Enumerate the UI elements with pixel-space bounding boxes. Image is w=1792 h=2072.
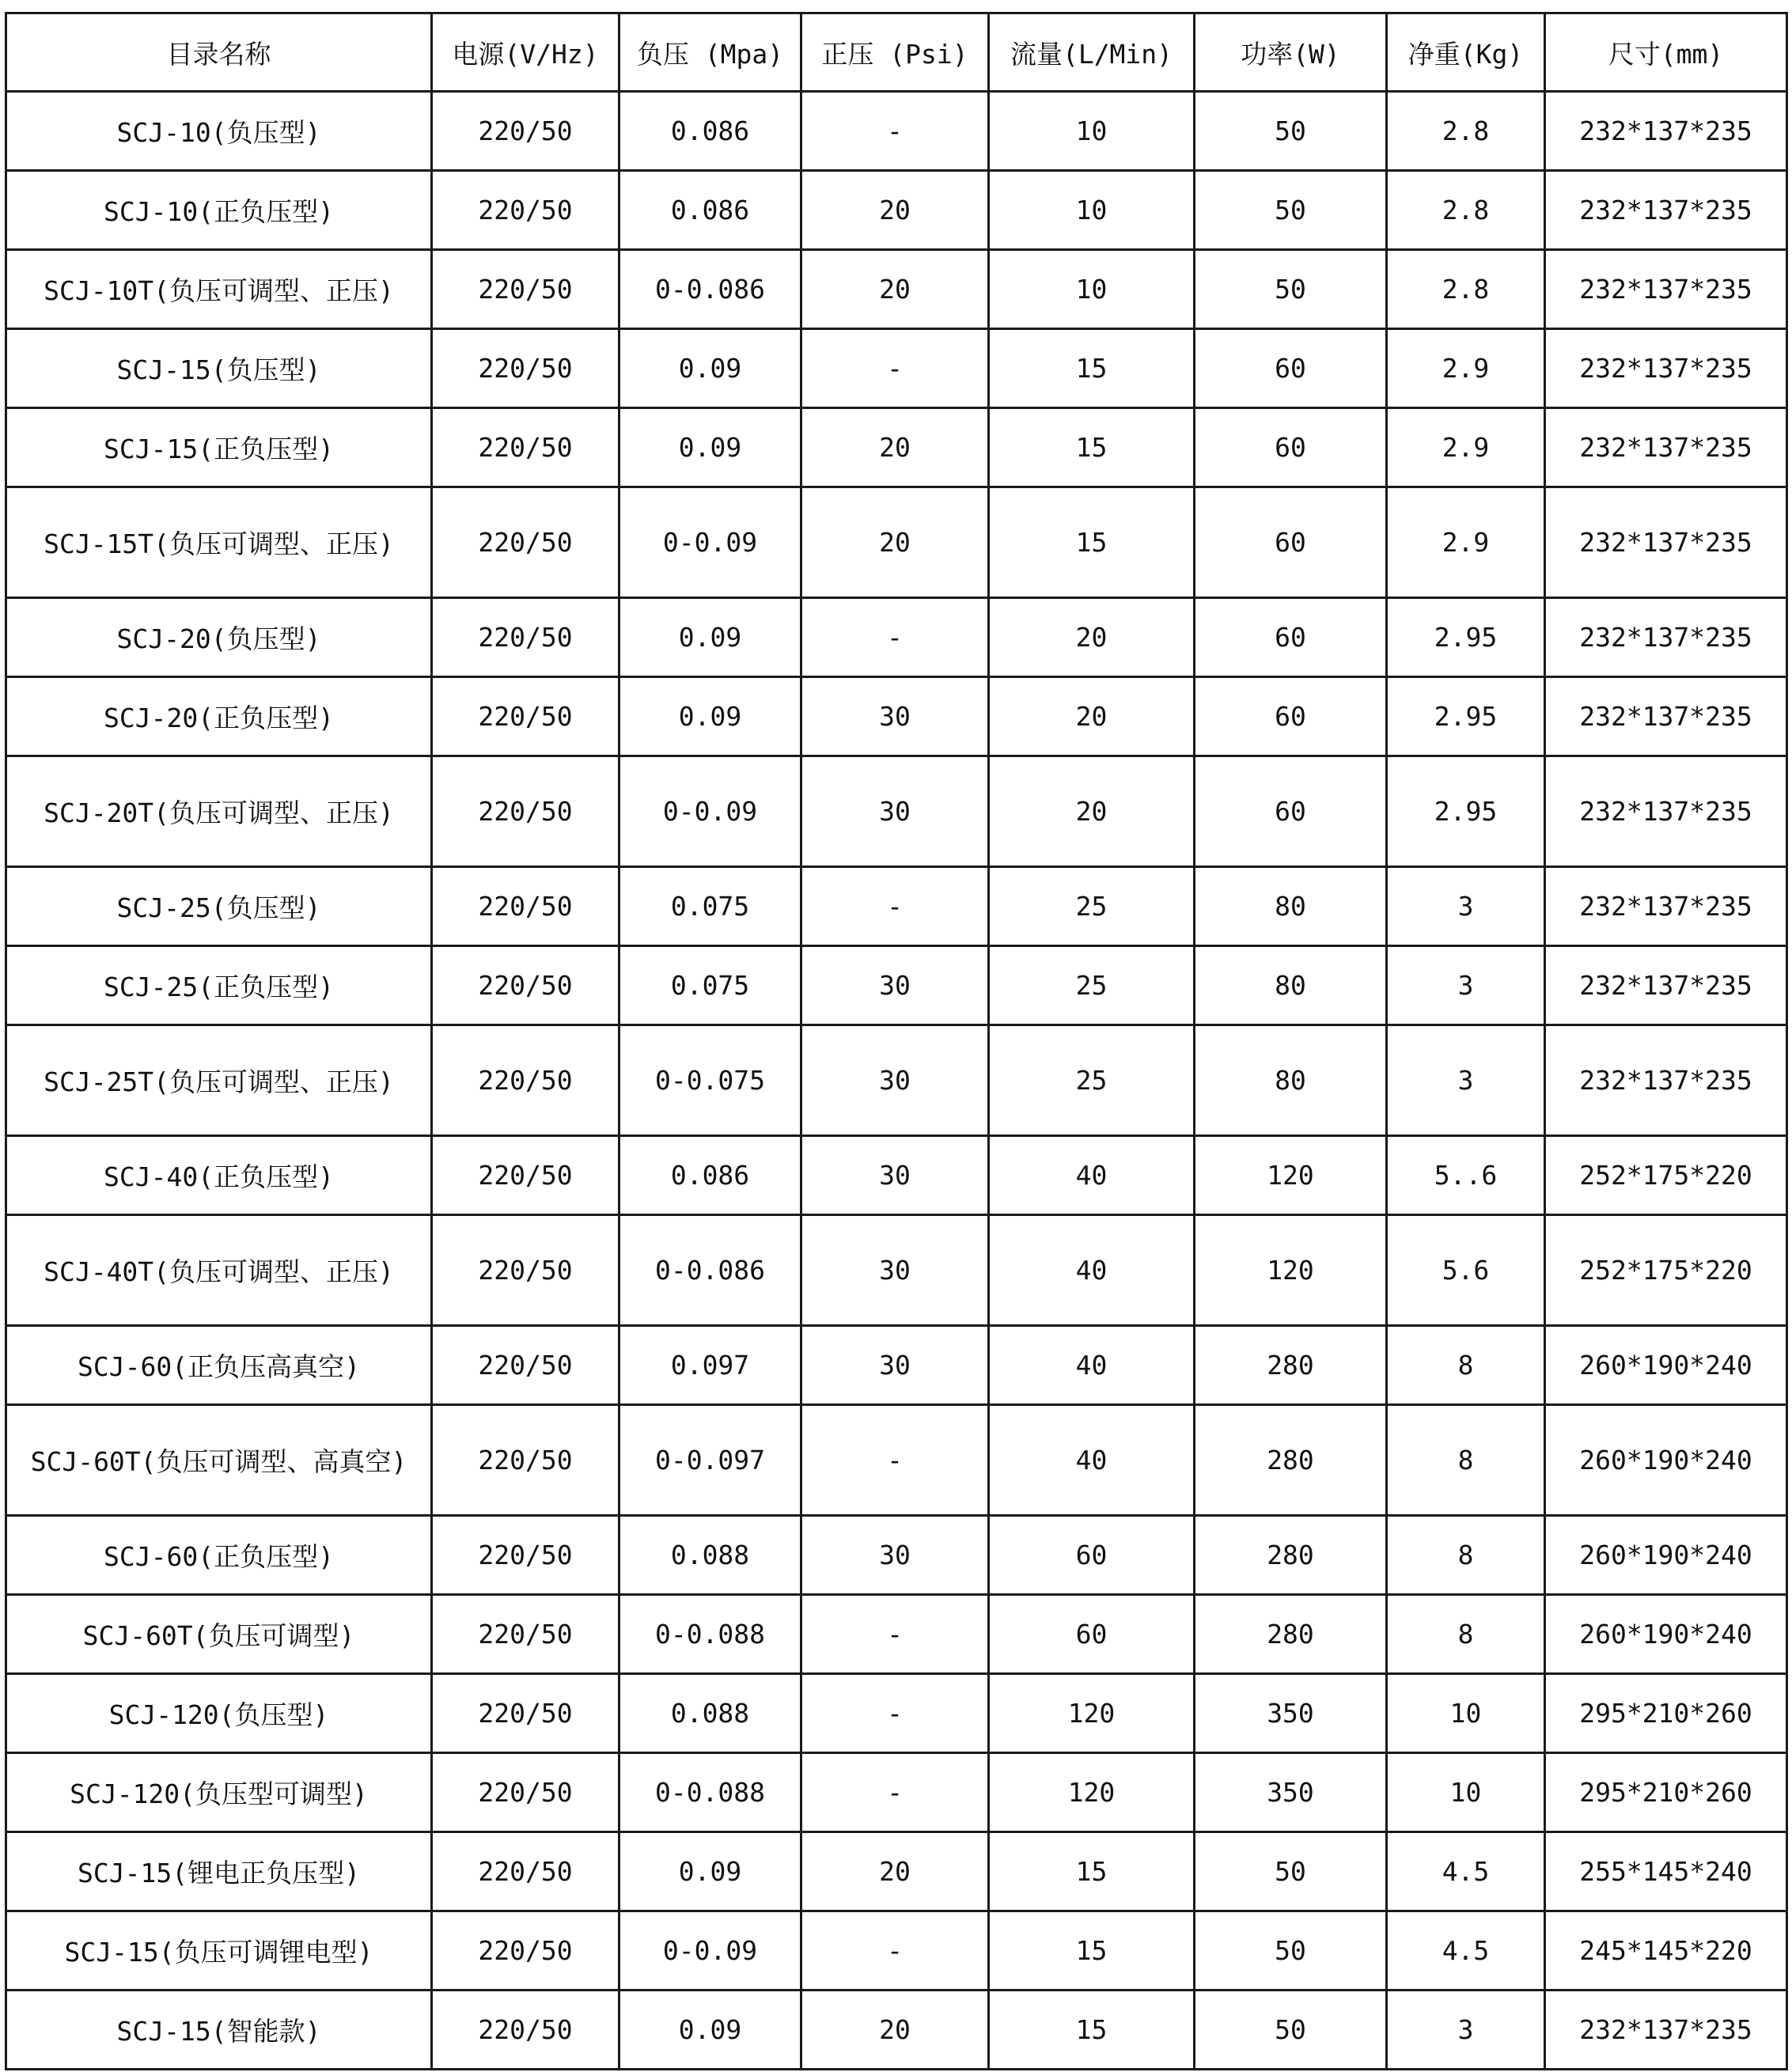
cell-flow: 15 (989, 487, 1195, 598)
cell-flow: 15 (989, 408, 1195, 487)
table-row (6, 946, 1787, 1025)
cell-dimensions: 295*210*260 (1545, 1753, 1787, 1832)
cell-net-weight: 4.5 (1387, 1911, 1545, 1991)
cell-name: SCJ-15(负压可调锂电型) (6, 1911, 432, 1991)
cell-net-weight: 10 (1387, 1753, 1545, 1832)
header-cell-name: 目录名称 (6, 13, 432, 92)
cell-positive-pressure: 30 (801, 1215, 989, 1326)
cell-net-weight: 2.9 (1387, 408, 1545, 487)
cell-power: 60 (1195, 756, 1387, 867)
cell-flow: 60 (989, 1595, 1195, 1674)
cell-positive-pressure: 20 (801, 408, 989, 487)
cell-name: SCJ-40(正负压型) (6, 1136, 432, 1215)
cell-power: 50 (1195, 1991, 1387, 2070)
cell-net-weight: 2.95 (1387, 756, 1545, 867)
table-row (6, 1991, 1787, 2070)
cell-power-supply: 220/50 (432, 250, 619, 329)
cell-negative-pressure: 0.086 (619, 171, 801, 250)
cell-flow: 40 (989, 1405, 1195, 1516)
cell-net-weight: 8 (1387, 1595, 1545, 1674)
cell-name: SCJ-15T(负压可调型、正压) (6, 487, 432, 598)
cell-name: SCJ-20(正负压型) (6, 677, 432, 756)
cell-flow: 40 (989, 1326, 1195, 1405)
cell-power: 350 (1195, 1674, 1387, 1753)
cell-positive-pressure: 30 (801, 756, 989, 867)
cell-name: SCJ-25(正负压型) (6, 946, 432, 1025)
cell-power: 280 (1195, 1326, 1387, 1405)
cell-dimensions: 295*210*260 (1545, 1674, 1787, 1753)
cell-name: SCJ-15(锂电正负压型) (6, 1832, 432, 1911)
cell-name: SCJ-40T(负压可调型、正压) (6, 1215, 432, 1326)
cell-power: 280 (1195, 1595, 1387, 1674)
cell-net-weight: 2.8 (1387, 250, 1545, 329)
cell-power: 50 (1195, 1911, 1387, 1991)
cell-net-weight: 4.5 (1387, 1832, 1545, 1911)
cell-positive-pressure: 30 (801, 1025, 989, 1136)
cell-dimensions: 232*137*235 (1545, 1991, 1787, 2070)
cell-dimensions: 255*145*240 (1545, 1832, 1787, 1911)
cell-net-weight: 8 (1387, 1326, 1545, 1405)
cell-net-weight: 5.6 (1387, 1215, 1545, 1326)
cell-name: SCJ-120(负压型) (6, 1674, 432, 1753)
cell-flow: 15 (989, 1832, 1195, 1911)
cell-name: SCJ-60T(负压可调型、高真空) (6, 1405, 432, 1516)
cell-power-supply: 220/50 (432, 92, 619, 171)
cell-power-supply: 220/50 (432, 1025, 619, 1136)
cell-power-supply: 220/50 (432, 598, 619, 677)
table-row (6, 1674, 1787, 1753)
cell-net-weight: 2.95 (1387, 677, 1545, 756)
header-cell-net-weight: 净重(Kg) (1387, 13, 1545, 92)
cell-power-supply: 220/50 (432, 1326, 619, 1405)
cell-power: 60 (1195, 598, 1387, 677)
cell-net-weight: 3 (1387, 1991, 1545, 2070)
cell-power: 80 (1195, 946, 1387, 1025)
cell-power: 60 (1195, 677, 1387, 756)
cell-name: SCJ-25T(负压可调型、正压) (6, 1025, 432, 1136)
cell-power-supply: 220/50 (432, 1832, 619, 1911)
cell-flow: 15 (989, 1911, 1195, 1991)
cell-negative-pressure: 0-0.075 (619, 1025, 801, 1136)
cell-dimensions: 232*137*235 (1545, 1025, 1787, 1136)
cell-negative-pressure: 0-0.09 (619, 1911, 801, 1991)
cell-positive-pressure: 20 (801, 171, 989, 250)
cell-power: 50 (1195, 250, 1387, 329)
cell-net-weight: 10 (1387, 1674, 1545, 1753)
cell-negative-pressure: 0.075 (619, 946, 801, 1025)
cell-negative-pressure: 0-0.097 (619, 1405, 801, 1516)
cell-power-supply: 220/50 (432, 1595, 619, 1674)
cell-power-supply: 220/50 (432, 946, 619, 1025)
table-row (6, 1326, 1787, 1405)
cell-flow: 10 (989, 92, 1195, 171)
cell-net-weight: 5..6 (1387, 1136, 1545, 1215)
cell-flow: 20 (989, 677, 1195, 756)
cell-net-weight: 2.8 (1387, 92, 1545, 171)
cell-dimensions: 232*137*235 (1545, 867, 1787, 946)
cell-dimensions: 232*137*235 (1545, 487, 1787, 598)
table-row (6, 1595, 1787, 1674)
header-cell-power: 功率(W) (1195, 13, 1387, 92)
cell-positive-pressure: - (801, 867, 989, 946)
table-row (6, 598, 1787, 677)
cell-negative-pressure: 0.086 (619, 1136, 801, 1215)
cell-dimensions: 260*190*240 (1545, 1595, 1787, 1674)
cell-flow: 40 (989, 1136, 1195, 1215)
table-row (6, 92, 1787, 171)
cell-power: 280 (1195, 1405, 1387, 1516)
cell-dimensions: 260*190*240 (1545, 1405, 1787, 1516)
cell-negative-pressure: 0.09 (619, 598, 801, 677)
cell-flow: 10 (989, 250, 1195, 329)
cell-power-supply: 220/50 (432, 1911, 619, 1991)
cell-name: SCJ-60(正负压型) (6, 1516, 432, 1595)
cell-power-supply: 220/50 (432, 756, 619, 867)
spec-table (5, 12, 1788, 2070)
cell-power-supply: 220/50 (432, 329, 619, 408)
cell-negative-pressure: 0.088 (619, 1516, 801, 1595)
cell-name: SCJ-25(负压型) (6, 867, 432, 946)
cell-power: 280 (1195, 1516, 1387, 1595)
cell-dimensions: 232*137*235 (1545, 171, 1787, 250)
cell-flow: 120 (989, 1753, 1195, 1832)
cell-net-weight: 3 (1387, 1025, 1545, 1136)
cell-negative-pressure: 0.075 (619, 867, 801, 946)
table-row (6, 756, 1787, 867)
cell-dimensions: 245*145*220 (1545, 1911, 1787, 1991)
cell-name: SCJ-10(负压型) (6, 92, 432, 171)
cell-power-supply: 220/50 (432, 1215, 619, 1326)
cell-positive-pressure: - (801, 598, 989, 677)
cell-power: 80 (1195, 867, 1387, 946)
cell-name: SCJ-10T(负压可调型、正压) (6, 250, 432, 329)
cell-positive-pressure: 20 (801, 1832, 989, 1911)
cell-positive-pressure: - (801, 92, 989, 171)
table-row (6, 1136, 1787, 1215)
cell-power: 50 (1195, 92, 1387, 171)
cell-positive-pressure: 20 (801, 250, 989, 329)
cell-negative-pressure: 0-0.086 (619, 1215, 801, 1326)
cell-power-supply: 220/50 (432, 1516, 619, 1595)
cell-power-supply: 220/50 (432, 1136, 619, 1215)
cell-negative-pressure: 0.09 (619, 329, 801, 408)
cell-power: 60 (1195, 487, 1387, 598)
cell-name: SCJ-20(负压型) (6, 598, 432, 677)
cell-negative-pressure: 0-0.09 (619, 756, 801, 867)
cell-positive-pressure: 20 (801, 487, 989, 598)
cell-net-weight: 3 (1387, 946, 1545, 1025)
table-row (6, 171, 1787, 250)
cell-negative-pressure: 0.097 (619, 1326, 801, 1405)
cell-negative-pressure: 0.09 (619, 408, 801, 487)
table-row (6, 329, 1787, 408)
cell-positive-pressure: - (801, 1405, 989, 1516)
cell-net-weight: 2.9 (1387, 329, 1545, 408)
cell-dimensions: 232*137*235 (1545, 946, 1787, 1025)
table-row (6, 1025, 1787, 1136)
cell-net-weight: 3 (1387, 867, 1545, 946)
cell-positive-pressure: 30 (801, 677, 989, 756)
cell-power: 50 (1195, 1832, 1387, 1911)
cell-net-weight: 2.95 (1387, 598, 1545, 677)
cell-dimensions: 252*175*220 (1545, 1136, 1787, 1215)
cell-negative-pressure: 0-0.086 (619, 250, 801, 329)
cell-net-weight: 8 (1387, 1516, 1545, 1595)
cell-dimensions: 232*137*235 (1545, 408, 1787, 487)
cell-power: 350 (1195, 1753, 1387, 1832)
cell-positive-pressure: 30 (801, 1326, 989, 1405)
cell-dimensions: 232*137*235 (1545, 250, 1787, 329)
cell-flow: 120 (989, 1674, 1195, 1753)
header-cell-dimensions: 尺寸(mm) (1545, 13, 1787, 92)
cell-flow: 20 (989, 756, 1195, 867)
cell-power-supply: 220/50 (432, 677, 619, 756)
table-row (6, 1753, 1787, 1832)
cell-name: SCJ-10(正负压型) (6, 171, 432, 250)
cell-positive-pressure: 30 (801, 1136, 989, 1215)
cell-dimensions: 260*190*240 (1545, 1326, 1787, 1405)
header-cell-positive-pressure: 正压 (Psi) (801, 13, 989, 92)
cell-name: SCJ-15(正负压型) (6, 408, 432, 487)
table-row (6, 1911, 1787, 1991)
cell-flow: 20 (989, 598, 1195, 677)
header-cell-power-supply: 电源(V/Hz) (432, 13, 619, 92)
cell-name: SCJ-120(负压型可调型) (6, 1753, 432, 1832)
cell-power-supply: 220/50 (432, 171, 619, 250)
cell-power: 60 (1195, 329, 1387, 408)
cell-flow: 25 (989, 867, 1195, 946)
cell-dimensions: 232*137*235 (1545, 598, 1787, 677)
table-row (6, 250, 1787, 329)
cell-power: 120 (1195, 1215, 1387, 1326)
cell-positive-pressure: 20 (801, 1991, 989, 2070)
table-row (6, 1405, 1787, 1516)
cell-name: SCJ-60(正负压高真空) (6, 1326, 432, 1405)
cell-flow: 10 (989, 171, 1195, 250)
header-cell-flow: 流量(L/Min) (989, 13, 1195, 92)
cell-positive-pressure: - (801, 1674, 989, 1753)
cell-flow: 60 (989, 1516, 1195, 1595)
cell-flow: 15 (989, 1991, 1195, 2070)
cell-positive-pressure: 30 (801, 1516, 989, 1595)
cell-flow: 25 (989, 1025, 1195, 1136)
cell-negative-pressure: 0-0.09 (619, 487, 801, 598)
cell-name: SCJ-20T(负压可调型、正压) (6, 756, 432, 867)
table-row (6, 867, 1787, 946)
cell-dimensions: 232*137*235 (1545, 756, 1787, 867)
cell-flow: 40 (989, 1215, 1195, 1326)
header-row (6, 13, 1787, 92)
cell-power-supply: 220/50 (432, 408, 619, 487)
cell-flow: 15 (989, 329, 1195, 408)
cell-positive-pressure: - (801, 1911, 989, 1991)
cell-flow: 25 (989, 946, 1195, 1025)
cell-power-supply: 220/50 (432, 867, 619, 946)
cell-dimensions: 232*137*235 (1545, 329, 1787, 408)
table-header (6, 13, 1787, 92)
cell-dimensions: 232*137*235 (1545, 677, 1787, 756)
cell-positive-pressure: 30 (801, 946, 989, 1025)
table-row (6, 487, 1787, 598)
cell-net-weight: 2.8 (1387, 171, 1545, 250)
table-row (6, 1215, 1787, 1326)
cell-negative-pressure: 0.088 (619, 1674, 801, 1753)
cell-dimensions: 252*175*220 (1545, 1215, 1787, 1326)
cell-power-supply: 220/50 (432, 487, 619, 598)
table-row (6, 1516, 1787, 1595)
cell-power: 50 (1195, 171, 1387, 250)
cell-name: SCJ-15(负压型) (6, 329, 432, 408)
cell-negative-pressure: 0.09 (619, 1991, 801, 2070)
table-row (6, 408, 1787, 487)
cell-name: SCJ-60T(负压可调型) (6, 1595, 432, 1674)
cell-power-supply: 220/50 (432, 1674, 619, 1753)
cell-positive-pressure: - (801, 1595, 989, 1674)
cell-power: 120 (1195, 1136, 1387, 1215)
table-row (6, 677, 1787, 756)
cell-positive-pressure: - (801, 1753, 989, 1832)
cell-negative-pressure: 0-0.088 (619, 1595, 801, 1674)
cell-power-supply: 220/50 (432, 1991, 619, 2070)
cell-net-weight: 8 (1387, 1405, 1545, 1516)
table-body (6, 92, 1787, 2070)
cell-power-supply: 220/50 (432, 1753, 619, 1832)
cell-dimensions: 260*190*240 (1545, 1516, 1787, 1595)
cell-net-weight: 2.9 (1387, 487, 1545, 598)
cell-negative-pressure: 0.09 (619, 1832, 801, 1911)
cell-negative-pressure: 0.086 (619, 92, 801, 171)
cell-negative-pressure: 0-0.088 (619, 1753, 801, 1832)
cell-power: 60 (1195, 408, 1387, 487)
cell-power: 80 (1195, 1025, 1387, 1136)
cell-name: SCJ-15(智能款) (6, 1991, 432, 2070)
table-row (6, 1832, 1787, 1911)
cell-power-supply: 220/50 (432, 1405, 619, 1516)
header-cell-negative-pressure: 负压 (Mpa) (619, 13, 801, 92)
cell-dimensions: 232*137*235 (1545, 92, 1787, 171)
cell-negative-pressure: 0.09 (619, 677, 801, 756)
cell-positive-pressure: - (801, 329, 989, 408)
